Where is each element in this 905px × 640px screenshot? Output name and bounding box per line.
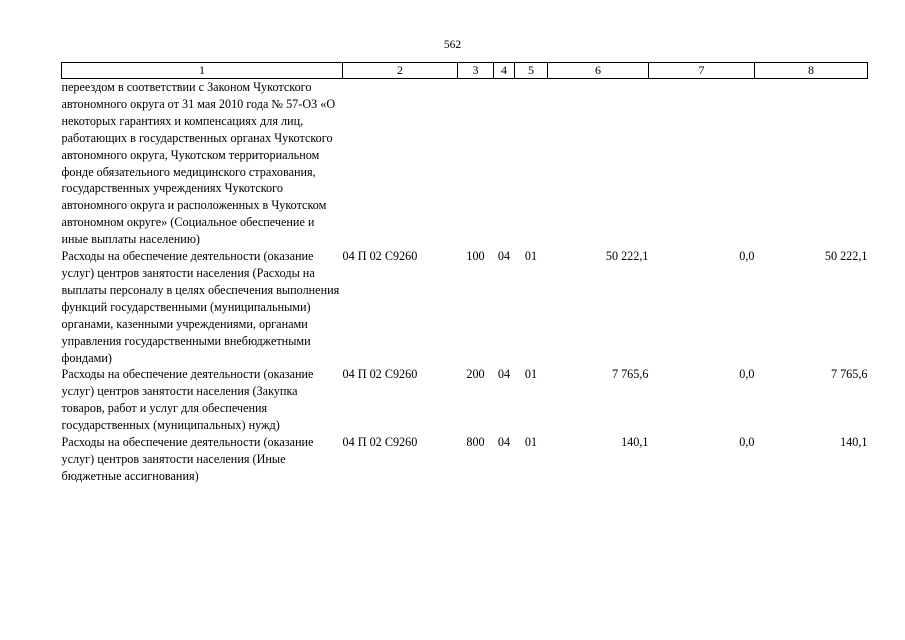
table-row	[62, 79, 868, 249]
page-number: 562	[443, 39, 462, 51]
row-subsection: 01	[524, 435, 538, 450]
row-section: 04	[497, 249, 511, 264]
row-target-code: 04 П 02 С9260	[342, 367, 418, 382]
row-amount-col6: 7 765,6	[611, 367, 649, 382]
row-amount-col7: 0,0	[739, 367, 755, 382]
row-amount-col7: 0,0	[739, 249, 755, 264]
row-amount-col8: 140,1	[840, 435, 868, 450]
row-section	[494, 79, 515, 249]
column-header-6: 6	[548, 63, 649, 79]
row-target-code	[343, 79, 458, 249]
row-amount-col8	[755, 79, 868, 249]
table-row	[62, 434, 868, 485]
column-header-5: 5	[515, 63, 548, 79]
column-header-4: 4	[494, 63, 515, 79]
row-expense-type	[458, 79, 494, 249]
row-target-code: 04 П 02 С9260	[342, 249, 418, 264]
row-section: 04	[497, 367, 511, 382]
table-row	[62, 366, 868, 434]
column-header-8: 8	[755, 63, 868, 79]
row-expense-type: 100	[466, 249, 485, 264]
column-header-2: 2	[343, 63, 458, 79]
row-description: Расходы на обеспечение деятельности (оказание услуг) центров занятости населения (Расходы на выплаты персоналу в целях обеспечения выполнения функций государственными (муниципальными) органами, казенными учреждениями, органами управления государственными внебюджетными фондами)	[61, 249, 340, 365]
row-subsection: 01	[524, 249, 538, 264]
column-header-7: 7	[649, 63, 755, 79]
row-description: Расходы на обеспечение деятельности (оказание услуг) центров занятости населения (Закупка товаров, работ и услуг для обеспечения государственных (муниципальных) нужд)	[61, 367, 314, 433]
row-expense-type: 200	[466, 367, 485, 382]
row-section: 04	[497, 435, 511, 450]
row-description: Расходы на обеспечение деятельности (оказание услуг) центров занятости населения (Иные бюджетные ассигнования)	[61, 435, 314, 483]
row-amount-col8: 50 222,1	[824, 249, 868, 264]
table-row	[62, 248, 868, 366]
row-amount-col8: 7 765,6	[830, 367, 868, 382]
row-subsection: 01	[524, 367, 538, 382]
row-expense-type: 800	[466, 435, 485, 450]
column-header-1: 1	[62, 63, 343, 79]
row-amount-col7: 0,0	[739, 435, 755, 450]
column-header-3: 3	[458, 63, 494, 79]
row-subsection	[515, 79, 548, 249]
row-description: переездом в соответствии с Законом Чукотского автономного округа от 31 мая 2010 года № 57-ОЗ «О некоторых гарантиях и компенсациях для лиц, работающих в государственных органах Чукотского автономного округа, Чукотском территориальном фонде обязательного медицинского страхования, государственных учреждениях Чукотского автономного округа и расположенных в Чукотском автономном округе» (Социальное обеспечение и иные выплаты населению)	[61, 80, 336, 247]
budget-table	[61, 62, 868, 485]
row-target-code: 04 П 02 С9260	[342, 435, 418, 450]
row-amount-col7	[649, 79, 755, 249]
row-amount-col6: 140,1	[621, 435, 649, 450]
row-amount-col6: 50 222,1	[605, 249, 649, 264]
header-row	[62, 63, 868, 79]
row-amount-col6	[548, 79, 649, 249]
